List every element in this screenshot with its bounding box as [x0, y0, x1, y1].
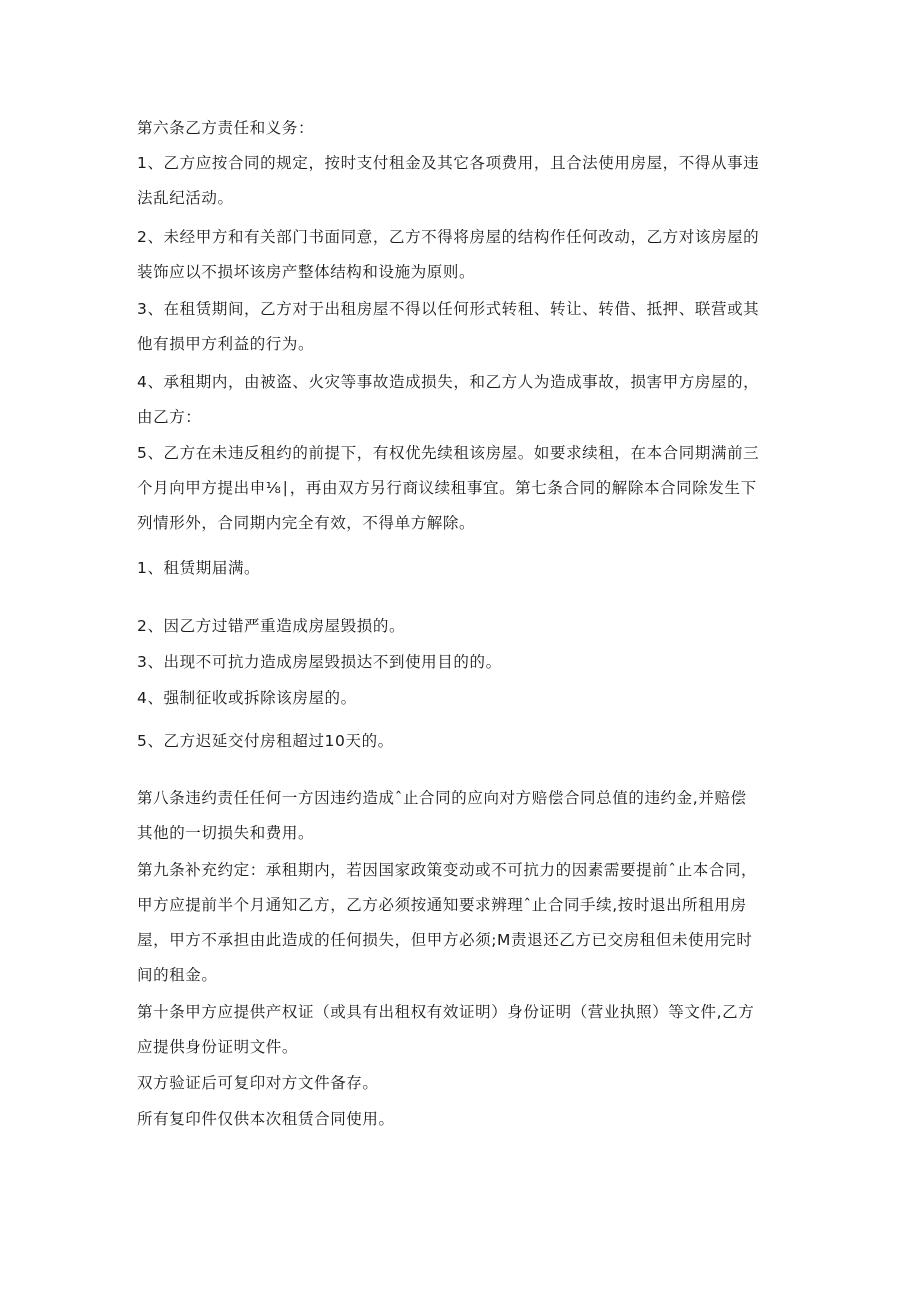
- list-item: 5、乙方迟延交付房租超过10天的。: [137, 732, 394, 750]
- paragraph-line: 3、在租赁期间，乙方对于出租房屋不得以任何形式转租、转让、转借、抵押、联营或其: [137, 300, 760, 318]
- paragraph-line: 甲方应提前半个月通知乙方，乙方必须按通知要求辨理ˆ止合同手续,按时退出所租用房: [137, 896, 747, 914]
- paragraph-line: 法乱纪活动。: [137, 189, 234, 207]
- article-6-heading: 第六条乙方责任和义务：: [137, 119, 315, 137]
- paragraph-line: 应提供身份证明文件。: [137, 1038, 299, 1056]
- list-item: 4、强制征收或拆除该房屋的。: [137, 689, 357, 707]
- paragraph-line: 4、承租期内，由被盗、火灾等事故造成损失，和乙方人为造成事故，损害甲方房屋的，: [137, 373, 760, 391]
- paragraph-line: 其他的一切损失和费用。: [137, 824, 315, 842]
- paragraph-line: 第八条违约责任任何一方因违约造成ˆ止合同的应向对方赔偿合同总值的违约金,并赔偿: [137, 789, 747, 807]
- paragraph-line: 5、乙方在未违反租约的前提下，有权优先续租该房屋。如要求续租，在本合同期满前三: [137, 444, 760, 462]
- paragraph-line: 第十条甲方应提供产权证（或具有出租权有效证明）身份证明（营业执照）等文件,乙方: [137, 1003, 755, 1021]
- paragraph-line: 个月向甲方提出申⅛∣，再由双方另行商议续租事宜。第七条合同的解除本合同除发生下: [137, 479, 757, 497]
- paragraph-line: 装饰应以不损坏该房产整体结构和设施为原则。: [137, 263, 476, 281]
- list-item: 2、因乙方过错严重造成房屋毁损的。: [137, 617, 406, 635]
- paragraph-line: 间的租金。: [137, 966, 218, 984]
- paragraph-line: 2、未经甲方和有关部门书面同意，乙方不得将房屋的结构作任何改动，乙方对该房屋的: [137, 228, 760, 246]
- paragraph-line: 1、乙方应按合同的规定，按时支付租金及其它各项费用，且合法使用房屋，不得从事违: [137, 154, 760, 172]
- paragraph-line: 双方验证后可复印对方文件备存。: [137, 1074, 379, 1092]
- list-item: 3、出现不可抗力造成房屋毁损达不到使用目的的。: [137, 653, 502, 671]
- paragraph-line: 他有损甲方利益的行为。: [137, 335, 315, 353]
- list-item: 1、租赁期届满。: [137, 559, 261, 577]
- paragraph-line: 第九条补充约定：承租期内，若因国家政策变动或不可抗力的因素需要提前ˆ止本合同，: [137, 861, 758, 879]
- paragraph-line: 列情形外，合同期内完全有效，不得单方解除。: [137, 514, 476, 532]
- paragraph-line: 屋，甲方不承担由此造成的任何损失，但甲方必须;M责退还乙方已交房租但未使用完时: [137, 931, 753, 949]
- paragraph-line: 所有复印件仅供本次租赁合同使用。: [137, 1110, 395, 1128]
- paragraph-line: 由乙方：: [137, 408, 202, 426]
